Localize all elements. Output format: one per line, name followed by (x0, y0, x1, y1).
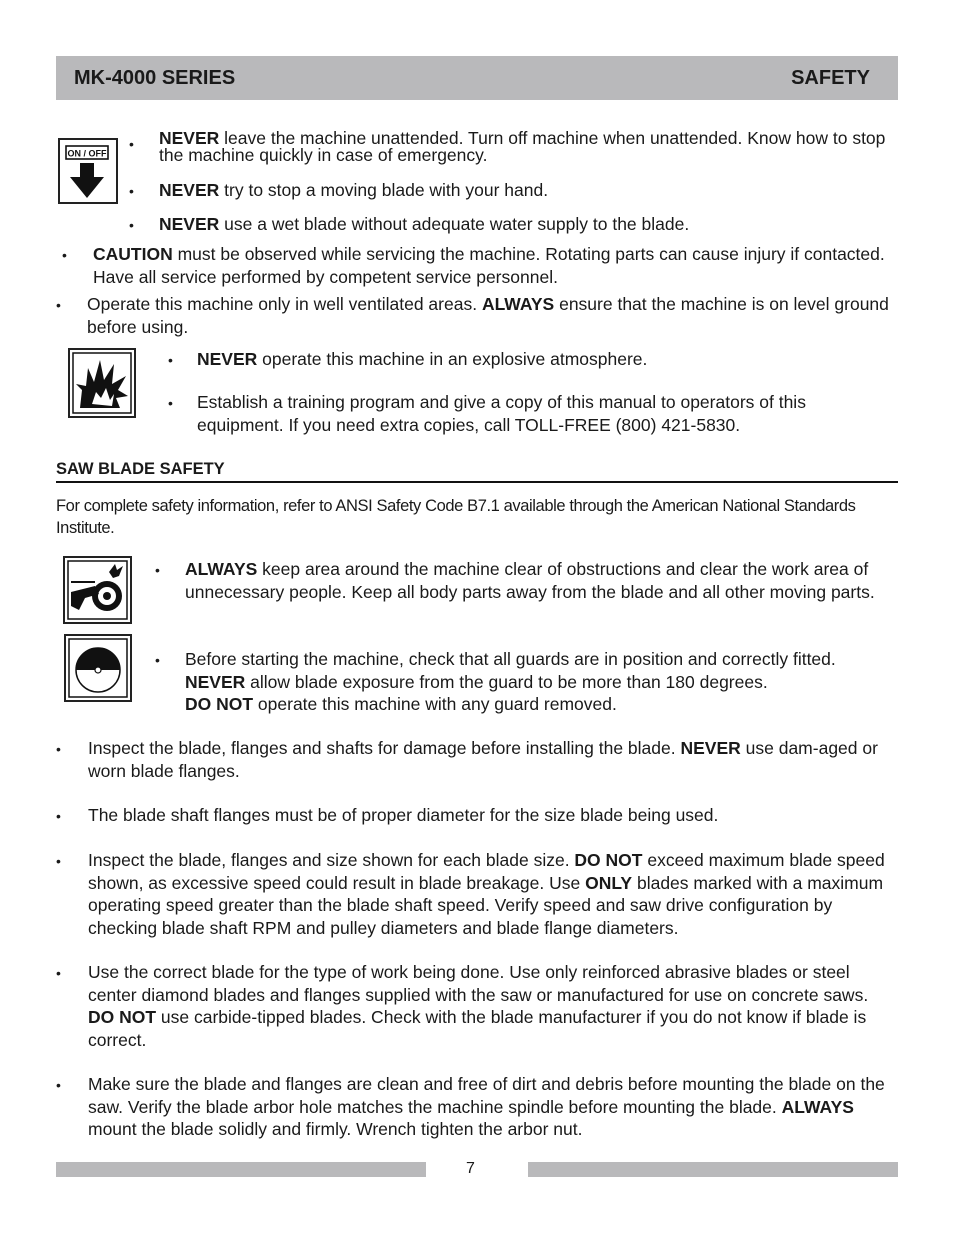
list-item: Before starting the machine, check that all guards are in position and correctly fitted. NEVER allow blade exposure from the guard to be more than 180 degrees. DO NOT operate this machine with any guard removed. (185, 649, 836, 714)
bullet: • (56, 741, 61, 757)
bullet: • (155, 562, 160, 578)
section-intro: For complete safety information, refer to ANSI Safety Code B7.1 available through the American National Standards Institute. (56, 497, 856, 537)
bullet: • (168, 395, 173, 411)
section-heading: SAW BLADE SAFETY (56, 460, 225, 478)
list-item: Make sure the blade and flanges are clean and free of dirt and debris before mounting the blade on the saw. Verify the blade arbor hole matches the machine spindle before mounting the blade. ALWAYS mount the blade solidly and firmly. Wrench tighten the arbor nut. (88, 1074, 885, 1139)
explosion-icon (68, 348, 136, 418)
list-item: Inspect the blade, flanges and shafts for damage before installing the blade. NEVER use dam-aged or worn blade flanges. (88, 738, 878, 781)
bullet: • (129, 217, 134, 233)
list-item: NEVER leave the machine unattended. Turn off machine when unattended. Know how to stop the machine quickly in case of emergency. (159, 128, 886, 165)
footer-bar-left (56, 1162, 426, 1177)
bullet: • (155, 652, 160, 668)
section-label: SAFETY (791, 67, 870, 89)
hand-blade-icon (63, 556, 132, 624)
blade-guard-icon (64, 634, 132, 702)
header-bar (56, 56, 898, 100)
list-item: NEVER operate this machine in an explosive atmosphere. (197, 349, 648, 369)
section-divider (56, 481, 898, 483)
series-title: MK-4000 SERIES (74, 67, 236, 89)
bullet: • (56, 1077, 61, 1093)
footer-bar-right (528, 1162, 898, 1177)
bullet: • (56, 853, 61, 869)
bullet: • (129, 136, 134, 152)
bullet: • (168, 352, 173, 368)
list-item: Use the correct blade for the type of work being done. Use only reinforced abrasive blades or steel center diamond blades and flanges supplied with the saw or manufactured for use on concrete saws. DO NOT use carbide-tipped blades. Check with the blade manufacturer if you do not know if blade is correct. (88, 962, 869, 1050)
bullet: • (56, 297, 61, 313)
list-item: The blade shaft flanges must be of proper diameter for the size blade being used. (88, 805, 719, 825)
list-item: ALWAYS keep area around the machine clear of obstructions and clear the work area of unnecessary people. Keep all body parts away from the blade and all other moving parts. (185, 559, 875, 602)
on-off-label: ON / OFF (67, 148, 107, 159)
list-item: Inspect the blade, flanges and size shown for each blade size. DO NOT exceed maximum blade speed shown, as excessive speed could result in blade breakage. Use ONLY blades marked with a maximum operating speed greater than the blade shaft speed. Verify speed and saw drive configuration by checking blade shaft RPM and pulley diameters and blade flange diameters. (88, 850, 885, 938)
list-item: Operate this machine only in well ventilated areas. ALWAYS ensure that the machine is on level ground before using. (87, 294, 889, 337)
bullet: • (62, 247, 67, 263)
page-number: 7 (466, 1160, 475, 1177)
bullet: • (129, 183, 134, 199)
bullet: • (56, 808, 61, 824)
list-item: NEVER try to stop a moving blade with your hand. (159, 180, 549, 200)
list-item: CAUTION must be observed while servicing the machine. Rotating parts can cause injury if contacted. Have all service performed by competent service personnel. (93, 244, 885, 287)
list-item: Establish a training program and give a copy of this manual to operators of this equipment. If you need extra copies, call TOLL-FREE (800) 421-5830. (197, 392, 806, 435)
on-off-icon (58, 138, 118, 204)
bullet: • (56, 965, 61, 981)
list-item: NEVER use a wet blade without adequate water supply to the blade. (159, 214, 690, 234)
